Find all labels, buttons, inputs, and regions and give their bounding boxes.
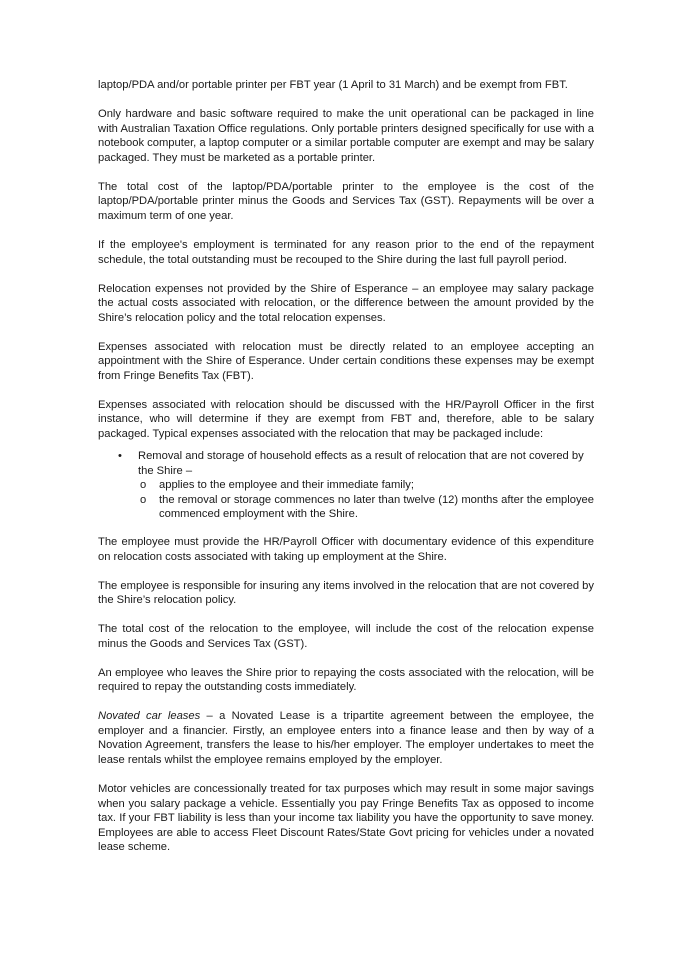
paragraph-relocation-appointment: Expenses associated with relocation must be directly related to an employee accepting an appointment with the Shire of Esperance. Under certain conditions these expenses may be exempt from Fringe Benefits Tax (FBT). [98,340,594,382]
sub-list-item-text: the removal or storage commences no later than twelve (12) months after the employee commenced employment with the Shire. [159,493,594,521]
paragraph-hardware-software: Only hardware and basic software required to make the unit operational can be packaged in line with Australian Taxation Office regulations. Only portable printers designed specifically for use with a notebook computer, a laptop computer or a similar portable computer are exempt and may be salary packaged. They must be marketed as a portable printer. [98,107,594,164]
sub-list [138,478,594,522]
paragraph-termination: If the employee's employment is terminated for any reason prior to the end of the repayment schedule, the total outstanding must be recouped to the Shire during the last full payroll period. [98,238,594,266]
sub-list-item [138,478,594,493]
paragraph-novated-lease [98,709,594,767]
novated-lease-term: Novated car leases [98,710,201,723]
sub-list-item-text: applies to the employee and their immediate family; [159,479,414,492]
paragraph-insurance: The employee is responsible for insuring any items involved in the relocation that are not covered by the Shire’s relocation policy. [98,579,594,607]
relocation-expense-list [98,449,594,522]
paragraph-relocation-cost: The total cost of the relocation to the employee, will include the cost of the relocation expense minus the Goods and Services Tax (GST). [98,623,594,650]
paragraph-motor-vehicles: Motor vehicles are concessionally treated for tax purposes which may result in some major savings when you salary package a vehicle. Essentially you pay Fringe Benefits Tax as opposed to income tax. If your FBT liability is less than your income tax liability you have the opportunity to save money. Employees are able to access Fleet Discount Rates/State Govt pricing for vehicles under a novated lease scheme. [98,783,594,854]
list-item-text: Removal and storage of household effects as a result of relocation that are not covered by the Shire – [138,450,584,477]
document-page [98,78,594,869]
list-item [98,449,594,522]
novated-lease-text: – a Novated Lease is a tripartite agreement between the employee, the employer and a financier. Firstly, an employee enters into a finance lease and then by way of a Novation Agreement, transfers the lease to his/her employer. The employer undertakes to meet the lease rentals whilst the employee remains employed by the employer. [98,710,594,767]
sub-list-item [138,493,594,522]
sub-bullet-marker: o [140,479,147,492]
paragraph-laptop-cost: The total cost of the laptop/PDA/portable printer to the employee is the cost of the laptop/PDA/portable printer minus the Goods and Services Tax (GST). Repayments will be over a maximum term of one year. [98,180,594,222]
bullet-marker: • [118,450,122,463]
sub-bullet-marker: o [140,493,147,506]
paragraph-relocation-expenses: Relocation expenses not provided by the Shire of Esperance – an employee may salary package the actual costs associated with relocation, or the difference between the amount provided by the Shire’s relocation policy and the total relocation expenses. [98,282,594,324]
paragraph-documentary-evidence: The employee must provide the HR/Payroll Officer with documentary evidence of this expenditure on relocation costs associated with taking up employment at the Shire. [98,535,594,563]
paragraph-repayment: An employee who leaves the Shire prior to repaying the costs associated with the relocation, will be required to repay the outstanding costs immediately. [98,666,594,694]
paragraph-relocation-discussion: Expenses associated with relocation should be discussed with the HR/Payroll Officer in the first instance, who will determine if they are exempt from FBT and, therefore, able to be salary packaged. Typical expenses associated with the relocation that may be packaged include: [98,398,594,441]
paragraph-laptop-exemption: laptop/PDA and/or portable printer per FBT year (1 April to 31 March) and be exempt from FBT. [98,79,568,91]
